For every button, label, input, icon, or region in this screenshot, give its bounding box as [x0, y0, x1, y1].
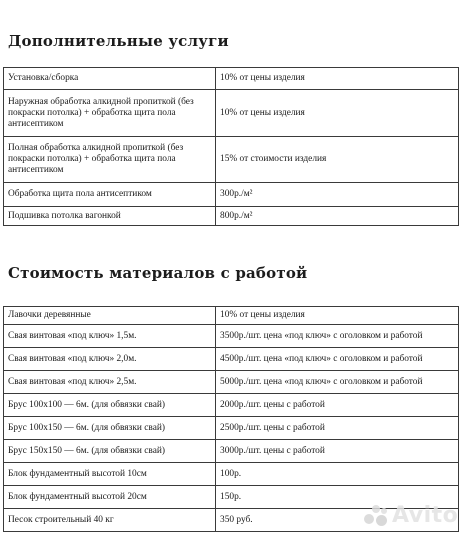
table-row: [4, 137, 459, 183]
material-price: 10% от цены изделия: [216, 307, 459, 325]
material-price: 3500р./шт. цена «под ключ» с оголовком и работой: [216, 325, 459, 348]
materials-table: [3, 306, 459, 532]
table-row: [4, 90, 459, 137]
service-price: 10% от цены изделия: [216, 90, 459, 137]
table-row: [4, 371, 459, 394]
service-price: 300р./м²: [216, 183, 459, 207]
service-name: Установка/сборка: [4, 68, 216, 90]
service-name: Обработка щита пола антисептиком: [4, 183, 216, 207]
service-price: 15% от стоимости изделия: [216, 137, 459, 183]
material-price: 150р.: [216, 486, 459, 509]
table-row: [4, 325, 459, 348]
avito-watermark: [364, 503, 458, 528]
section-title-additional-services: Дополнительные услуги: [8, 32, 229, 50]
material-name: Брус 150х150 — 6м. (для обвязки свай): [4, 440, 216, 463]
material-price: 3000р./шт. цены с работой: [216, 440, 459, 463]
material-name: Песок строительный 40 кг: [4, 509, 216, 532]
material-name: Свая винтовая «под ключ» 1,5м.: [4, 325, 216, 348]
material-name: Брус 100х100 — 6м. (для обвязки свай): [4, 394, 216, 417]
section-title-materials-with-work: Стоимость материалов с работой: [8, 264, 308, 282]
material-price: 100р.: [216, 463, 459, 486]
table-row: [4, 307, 459, 325]
table-row: [4, 348, 459, 371]
service-price: 10% от цены изделия: [216, 68, 459, 90]
material-price: 2500р./шт. цены с работой: [216, 417, 459, 440]
material-price: 4500р./шт. цена «под ключ» с оголовком и работой: [216, 348, 459, 371]
material-name: Брус 100х150 — 6м. (для обвязки свай): [4, 417, 216, 440]
material-name: Свая винтовая «под ключ» 2,5м.: [4, 371, 216, 394]
table-row: [4, 207, 459, 226]
material-name: Лавочки деревянные: [4, 307, 216, 325]
table-row: [4, 440, 459, 463]
table-row: [4, 183, 459, 207]
additional-services-table: [3, 67, 459, 226]
service-name: Наружная обработка алкидной пропиткой (без покраски потолка) + обработка щита пола антисептиком: [4, 90, 216, 137]
table-row: [4, 463, 459, 486]
material-name: Блок фундаментный высотой 20см: [4, 486, 216, 509]
watermark-text: Avito: [392, 503, 459, 528]
table-row: [4, 394, 459, 417]
service-price: 800р./м²: [216, 207, 459, 226]
service-name: Полная обработка алкидной пропиткой (без покраски потолка) + обработка щита пола антисептиком: [4, 137, 216, 183]
table-row: [4, 417, 459, 440]
material-price: 350 руб.: [216, 509, 459, 532]
table-row: [4, 68, 459, 90]
avito-logo-icon: [364, 505, 388, 527]
material-name: Свая винтовая «под ключ» 2,0м.: [4, 348, 216, 371]
material-price: 2000р./шт. цены с работой: [216, 394, 459, 417]
material-price: 5000р./шт. цена «под ключ» с оголовком и работой: [216, 371, 459, 394]
material-name: Блок фундаментный высотой 10см: [4, 463, 216, 486]
service-name: Подшивка потолка вагонкой: [4, 207, 216, 226]
